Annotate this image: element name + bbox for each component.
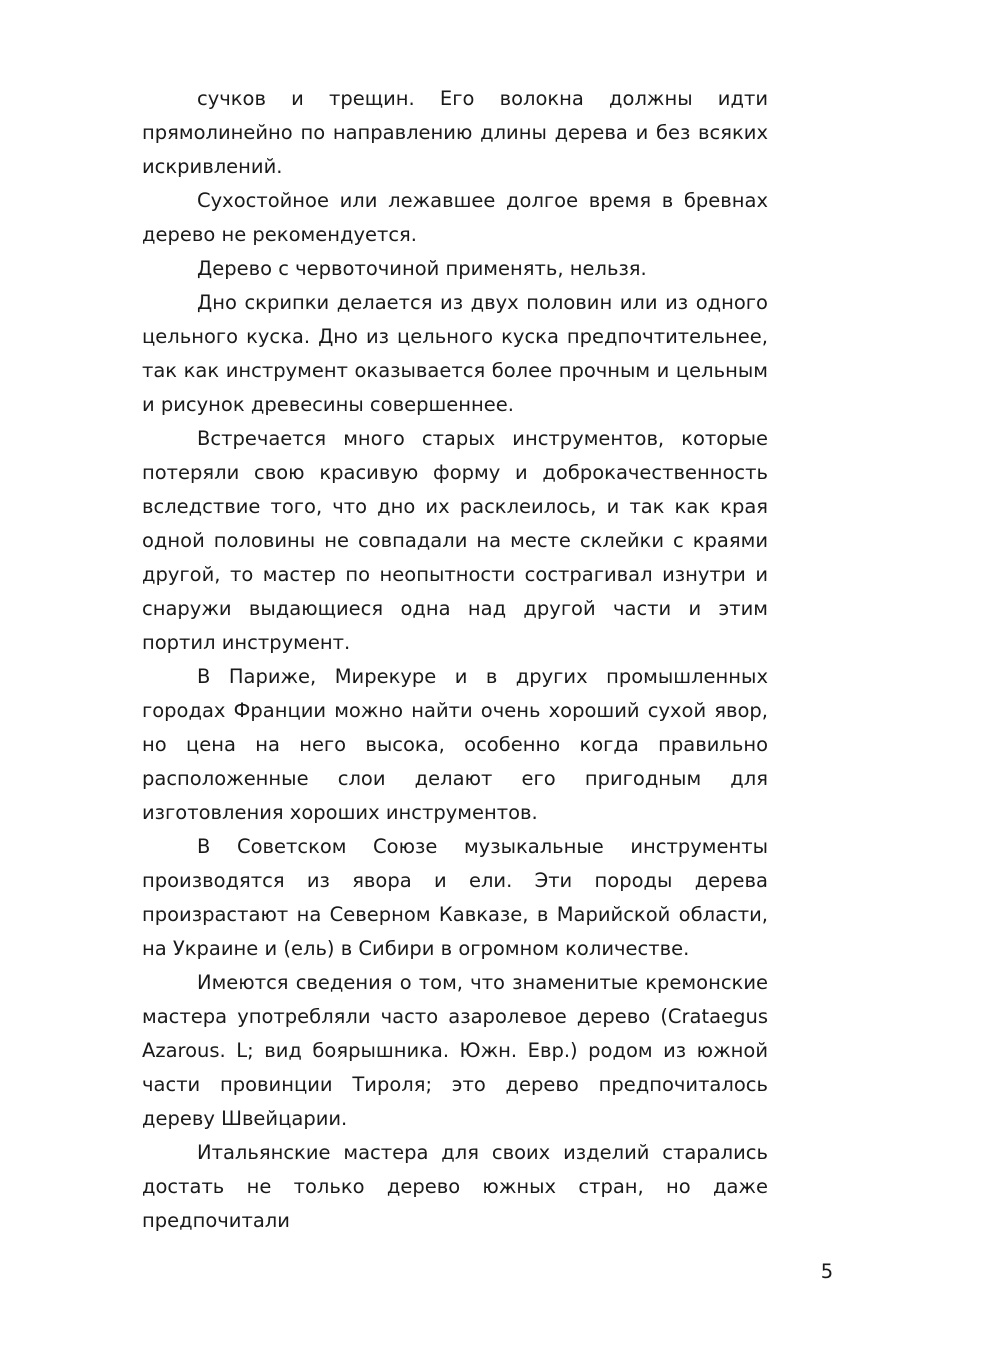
- paragraph-2: Сухостойное или лежавшее долгое время в бревнах дерево не рекомендуется.: [142, 189, 768, 246]
- paragraph-9: Итальянские мастера для своих изделий старались достать не только дерево южных стран, но даже предпочитали: [142, 1141, 768, 1232]
- paragraph-4: Дно скрипки делается из двух половин или из одного цельного куска. Дно из цельного куска предпочтительнее, так как инструмент оказывается более прочным и цельным и рисунок древесины совершеннее.: [142, 291, 768, 416]
- body-text: [142, 82, 768, 1238]
- paragraph-5: Встречается много старых инструментов, которые потеряли свою красивую форму и доброкачественность вследствие того, что дно их расклеилось, и так как края одной половины не совпадали на месте склейки с краями другой, то мастер по неопытности сострагивал изнутри и снаружи выдающиеся одна над другой части и этим портил инструмент.: [142, 427, 768, 654]
- paragraph-6: В Париже, Мирекуре и в других промышленных городах Франции можно найти очень хороший сухой явор, но цена на него высока, особенно когда правильно расположенные слои делают его пригодным для изготовления хороших инструментов.: [142, 665, 768, 824]
- paragraph-1: сучков и трещин. Его волокна должны идти прямолинейно по направлению длины дерева и без всяких искривлений.: [142, 87, 768, 178]
- paragraph-7: В Советском Союзе музыкальные инструменты производятся из явора и ели. Эти породы дерева произрастают на Северном Кавказе, в Марийской области, на Украине и (ель) в Сибири в огромном количестве.: [142, 835, 768, 960]
- page-number: 5: [820, 1260, 834, 1283]
- paragraph-8: Имеются сведения о том, что знаменитые кремонские мастера употребляли часто азаролевое дерево (Crataegus Azarous. L; вид боярышника. Южн. Евр.) родом из южной части провинции Тироля; это дерево предпочиталось дереву Швейцарии.: [142, 971, 768, 1130]
- paragraph-3: Дерево с червоточиной применять, нельзя.: [197, 257, 647, 280]
